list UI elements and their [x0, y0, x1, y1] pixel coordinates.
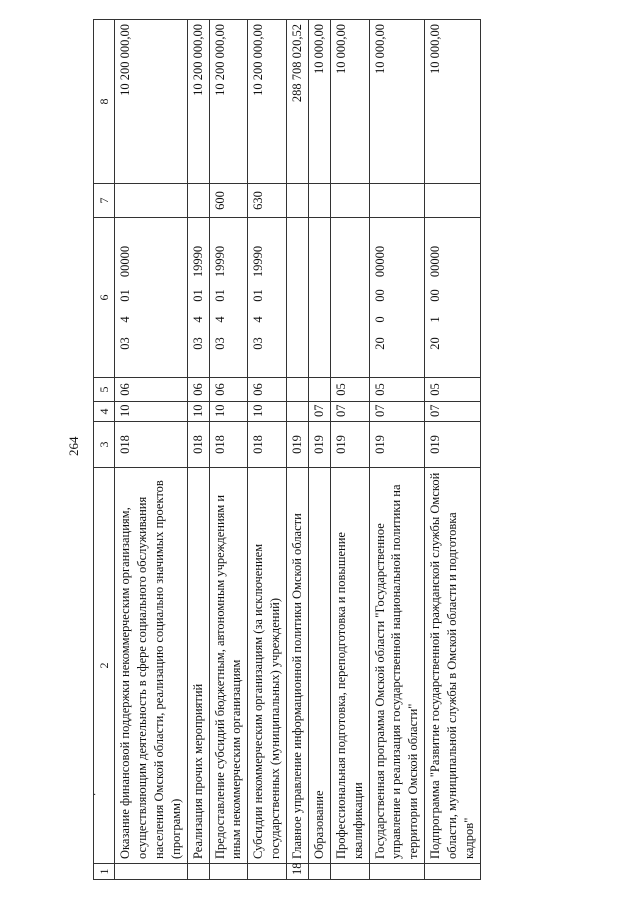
code-4-cell	[287, 402, 309, 422]
code-4-cell: 10	[248, 402, 287, 422]
code-4-cell: 10	[187, 402, 209, 422]
amount-cell: 288 708 020,52	[287, 20, 309, 184]
code-7-cell	[308, 184, 330, 218]
code-5-cell: 06	[187, 378, 209, 402]
row-number-cell: 18	[287, 864, 309, 880]
code-6-part: 20	[372, 337, 387, 350]
amount-cell: 10 200 000,00	[115, 20, 188, 184]
code-3-cell: 018	[248, 422, 287, 468]
amount-cell: 10 000,00	[308, 20, 330, 184]
code-6-part: 03	[212, 337, 227, 350]
code-6-part: 01	[251, 289, 266, 302]
code-4-cell: 07	[425, 402, 481, 422]
name-cell: Государственная программа Омской области "Государственное управление и реализация государственной национальной политики на территории Омской области"	[369, 468, 425, 864]
table-row	[248, 20, 287, 880]
code-7-cell	[330, 184, 369, 218]
table-row	[209, 20, 248, 880]
name-cell: Образование	[308, 468, 330, 864]
code-3-cell: 019	[425, 422, 481, 468]
code-6-cell	[330, 218, 369, 378]
row-number-cell	[248, 864, 287, 880]
row-number-cell	[369, 864, 425, 880]
table-row	[115, 20, 188, 880]
name-cell: Профессиональная подготовка, переподготовка и повышение квалификации	[330, 468, 369, 864]
code-7-cell	[287, 184, 309, 218]
table-row	[369, 20, 425, 880]
amount-cell: 10 000,00	[425, 20, 481, 184]
page-number: 264	[66, 436, 81, 456]
code-6-cell	[369, 218, 425, 378]
header-cell: 3	[94, 422, 115, 468]
code-5-cell	[287, 378, 309, 402]
header-row	[94, 20, 115, 880]
table-row	[425, 20, 481, 880]
code-6-part: 00000	[428, 245, 443, 278]
code-6-part: 0	[372, 316, 387, 323]
code-3-cell: 018	[187, 422, 209, 468]
code-6-cell	[308, 218, 330, 378]
code-6-part: 03	[190, 337, 205, 350]
code-7-cell	[115, 184, 188, 218]
name-cell: Оказание финансовой поддержки некоммерческим организациям, осуществляющим деятельность в сфере социального обслуживания населения Омской области, реализацию социально значимых проектов (программ)	[115, 468, 188, 864]
code-5-cell	[308, 378, 330, 402]
code-6-part: 01	[118, 289, 133, 302]
code-3-cell: 019	[287, 422, 309, 468]
code-6-cell	[425, 218, 481, 378]
rotated-table-wrapper	[93, 20, 533, 880]
code-6-part: 4	[212, 316, 227, 323]
code-6-cell	[115, 218, 188, 378]
row-number-cell	[187, 864, 209, 880]
code-6-part: 00	[428, 289, 443, 302]
code-5-cell: 05	[330, 378, 369, 402]
header-cell: 5	[94, 378, 115, 402]
name-cell: Предоставление субсидий бюджетным, автономным учреждениям и иным некоммерческим организациям	[209, 468, 248, 864]
code-6-part: 4	[251, 316, 266, 323]
code-5-cell: 05	[369, 378, 425, 402]
name-cell: Главное управление информационной политики Омской области	[287, 468, 309, 864]
code-5-cell: 06	[209, 378, 248, 402]
amount-cell: 10 000,00	[330, 20, 369, 184]
header-cell: 6	[94, 218, 115, 378]
budget-table	[93, 19, 481, 880]
code-3-cell: 018	[209, 422, 248, 468]
name-cell: Подпрограмма "Развитие государственной гражданской службы Омской области, муниципальной службы в Омской области и подготовка кадров"	[425, 468, 481, 864]
header-cell: 2	[94, 468, 115, 864]
code-6-cell	[287, 218, 309, 378]
code-6-part: 1	[428, 316, 443, 323]
name-cell: Реализация прочих мероприятий	[187, 468, 209, 864]
code-6-part: 03	[118, 337, 133, 350]
code-5-cell: 06	[248, 378, 287, 402]
code-7-cell: 630	[248, 184, 287, 218]
amount-cell: 10 200 000,00	[187, 20, 209, 184]
code-6-part: 03	[251, 337, 266, 350]
code-6-part: 01	[212, 289, 227, 302]
code-6-cell	[187, 218, 209, 378]
code-6-part: 00000	[118, 245, 133, 278]
header-cell: 7	[94, 184, 115, 218]
code-6-part: 20	[428, 337, 443, 350]
code-6-cell	[248, 218, 287, 378]
row-number-cell	[425, 864, 481, 880]
scan-speck: ·	[93, 790, 97, 801]
header-cell: 8	[94, 20, 115, 184]
code-4-cell: 07	[330, 402, 369, 422]
code-5-cell: 06	[115, 378, 188, 402]
header-cell: 4	[94, 402, 115, 422]
code-6-part: 01	[190, 289, 205, 302]
row-number-cell	[115, 864, 188, 880]
code-6-part: 00	[372, 289, 387, 302]
code-3-cell: 019	[308, 422, 330, 468]
table-row	[308, 20, 330, 880]
code-4-cell: 07	[369, 402, 425, 422]
code-6-part: 00000	[372, 245, 387, 278]
code-6-part: 4	[118, 316, 133, 323]
code-4-cell: 10	[115, 402, 188, 422]
amount-cell: 10 200 000,00	[209, 20, 248, 184]
header-cell: 1	[94, 864, 115, 880]
code-4-cell: 10	[209, 402, 248, 422]
table-body	[115, 20, 481, 880]
name-cell: Субсидии некоммерческим организациям (за исключением государственных (муниципальных) учреждений)	[248, 468, 287, 864]
code-3-cell: 018	[115, 422, 188, 468]
code-4-cell: 07	[308, 402, 330, 422]
code-6-cell	[209, 218, 248, 378]
code-6-part: 19990	[212, 245, 227, 278]
amount-cell: 10 000,00	[369, 20, 425, 184]
row-number-cell	[308, 864, 330, 880]
code-7-cell	[425, 184, 481, 218]
row-number-cell	[209, 864, 248, 880]
code-3-cell: 019	[369, 422, 425, 468]
table-row	[187, 20, 209, 880]
table-row	[330, 20, 369, 880]
code-6-part: 4	[190, 316, 205, 323]
code-7-cell: 600	[209, 184, 248, 218]
code-7-cell	[369, 184, 425, 218]
amount-cell: 10 200 000,00	[248, 20, 287, 184]
code-6-part: 19990	[251, 245, 266, 278]
row-number-cell	[330, 864, 369, 880]
code-7-cell	[187, 184, 209, 218]
table-row	[287, 20, 309, 880]
code-6-part: 19990	[190, 245, 205, 278]
code-3-cell: 019	[330, 422, 369, 468]
code-5-cell: 05	[425, 378, 481, 402]
